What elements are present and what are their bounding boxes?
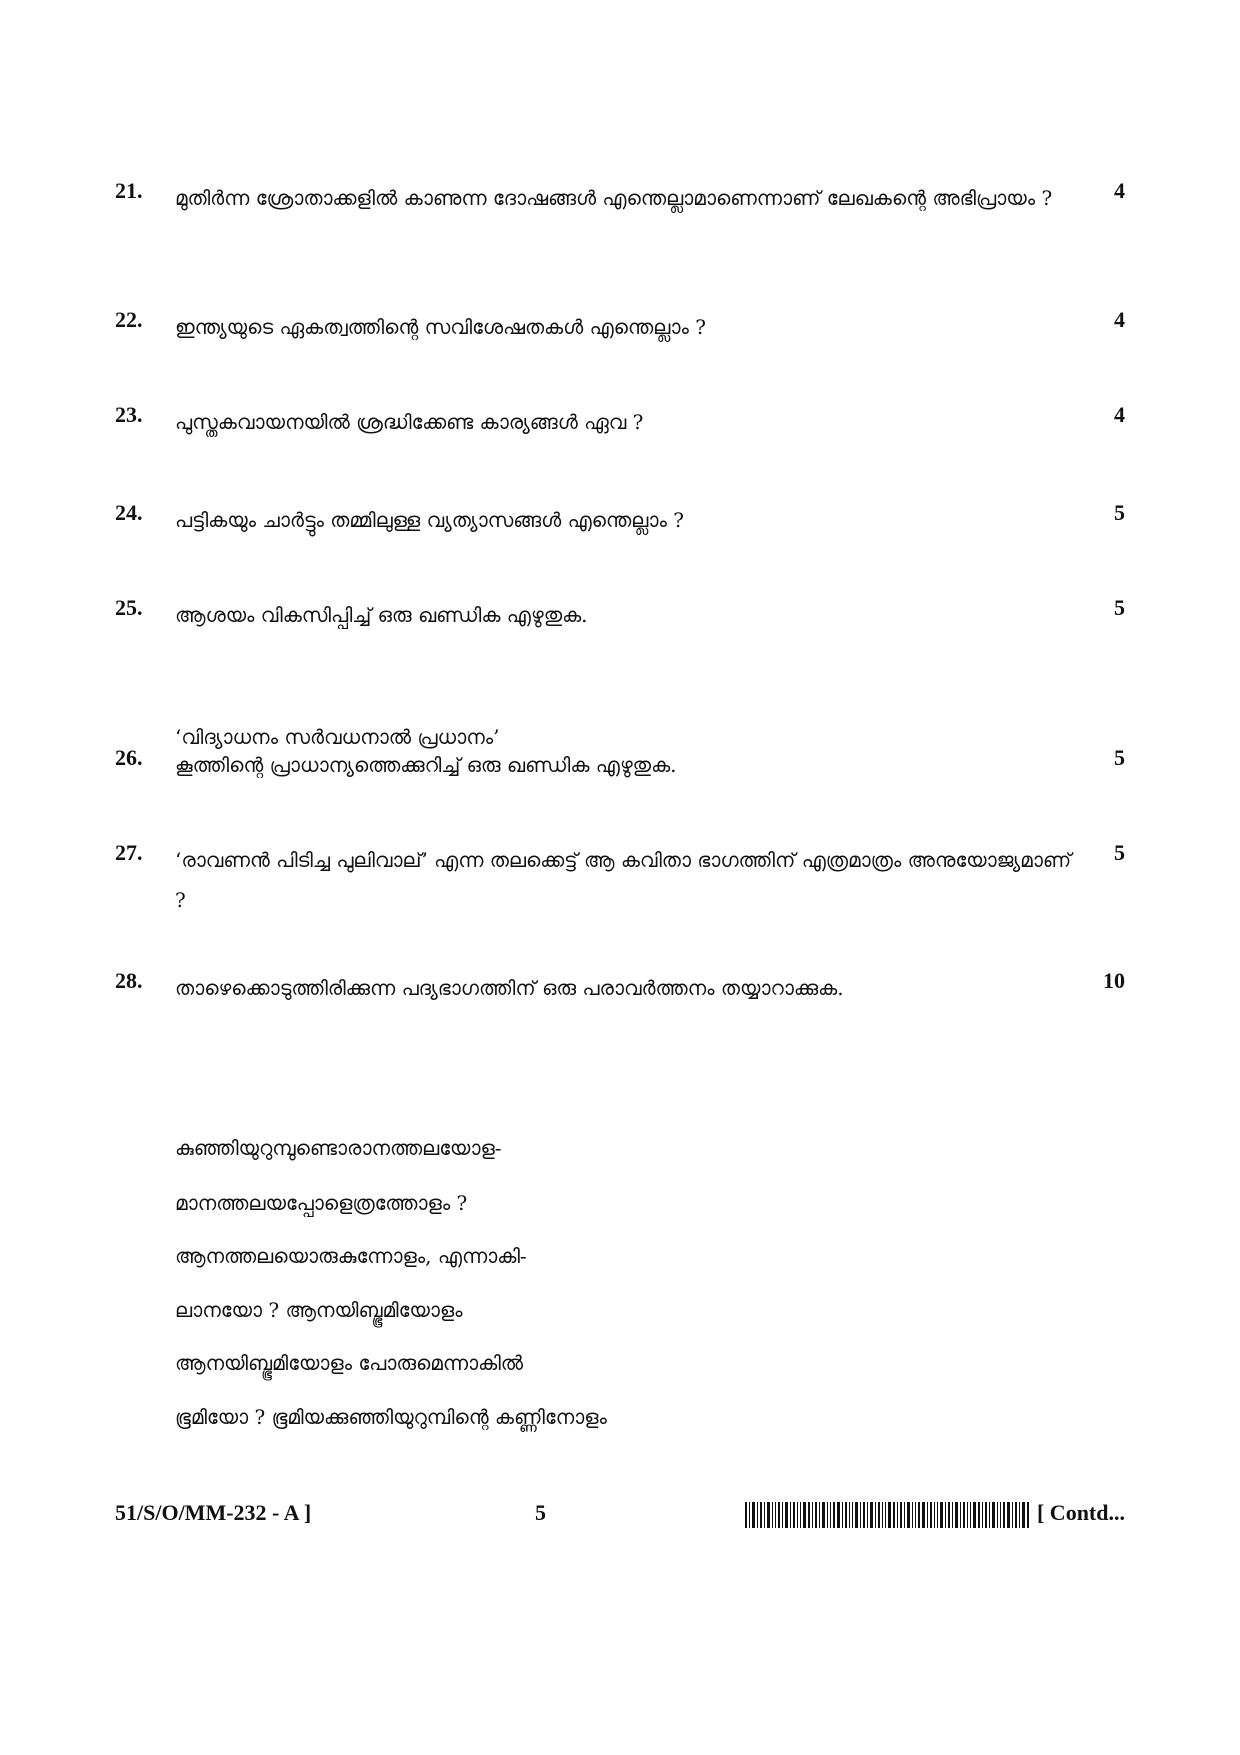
question-number: 21. <box>115 178 143 203</box>
poem-line: മാനത്തലയപ്പോളെത്രത്തോളം ? <box>175 1191 468 1215</box>
question-marks: 5 <box>1114 500 1125 525</box>
barcode-icon <box>745 1502 1030 1528</box>
poem-line: ലാനയോ ? ആനയിബ്ഭൂമിയോളം <box>175 1298 463 1322</box>
poem-line: ആനയിബ്ഭൂമിയോളം പോരുമെന്നാകിൽ <box>175 1351 524 1375</box>
question-text: ‘രാവണൻ പിടിച്ച പുലിവാല്’ എന്ന തലക്കെട്ട് ആ കവിതാ ഭാഗത്തിന് എത്രമാത്രം അനുയോജ്യമാണ് ? <box>175 848 1072 912</box>
question-number: 27. <box>115 840 143 865</box>
question-marks: 4 <box>1114 178 1125 203</box>
question-text: മുതിർന്ന ശ്രോതാക്കളിൽ കാണുന്ന ദോഷങ്ങൾ എന്തെല്ലാമാണെന്നാണ് ലേഖകന്റെ അഭിപ്രായം ? <box>175 186 1053 210</box>
question-text: പട്ടികയും ചാർട്ടും തമ്മിലുള്ള വ്യത്യാസങ്ങൾ എന്തെല്ലാം ? <box>175 508 684 532</box>
question-number: 22. <box>115 307 143 332</box>
poem-line: കുഞ്ഞിയുറുമ്പുണ്ടൊരാനത്തലയോള- <box>175 1136 502 1160</box>
question-text: താഴെക്കൊടുത്തിരിക്കുന്ന പദ്യഭാഗത്തിന് ഒരു പരാവർത്തനം തയ്യാറാക്കുക. <box>175 976 844 1000</box>
question-number: 26. <box>115 745 143 770</box>
question-marks: 4 <box>1114 307 1125 332</box>
question-number: 28. <box>115 968 143 993</box>
question-marks: 5 <box>1114 595 1125 620</box>
page-number: 5 <box>535 1500 546 1525</box>
question-marks: 10 <box>1103 968 1125 993</box>
question-text: കൂത്തിന്റെ പ്രാധാന്യത്തെക്കുറിച്ച് ഒരു ഖണ്ഡിക എഴുതുക. <box>175 753 677 777</box>
poem-line: ആനത്തലയൊരുകുന്നോളം, എന്നാകി- <box>175 1244 527 1268</box>
page-footer <box>115 1500 1125 1540</box>
question-text: ആശയം വികസിപ്പിച്ച് ഒരു ഖണ്ഡിക എഴുതുക. <box>175 603 588 627</box>
question-marks: 5 <box>1114 840 1125 865</box>
poem-line: ഭൂമിയോ ? ഭൂമിയക്കുഞ്ഞിയുറുമ്പിന്റെ കണ്ണിനോളം <box>175 1405 607 1429</box>
question-text: പുസ്തകവായനയിൽ ശ്രദ്ധിക്കേണ്ട കാര്യങ്ങൾ ഏവ ? <box>175 410 644 434</box>
question-25-quote: ‘വിദ്യാധനം സർവധനാൽ പ്രധാനം’ <box>175 725 500 749</box>
question-marks: 4 <box>1114 402 1125 427</box>
continued-label: [ Contd... <box>1036 1500 1125 1525</box>
question-number: 25. <box>115 595 143 620</box>
question-marks: 5 <box>1114 745 1125 770</box>
question-number: 24. <box>115 500 143 525</box>
question-number: 23. <box>115 402 143 427</box>
paper-code: 51/S/O/MM-232 - A ] <box>115 1500 312 1525</box>
question-text: ഇന്ത്യയുടെ ഏകത്വത്തിന്റെ സവിശേഷതകൾ എന്തെല്ലാം ? <box>175 315 706 339</box>
